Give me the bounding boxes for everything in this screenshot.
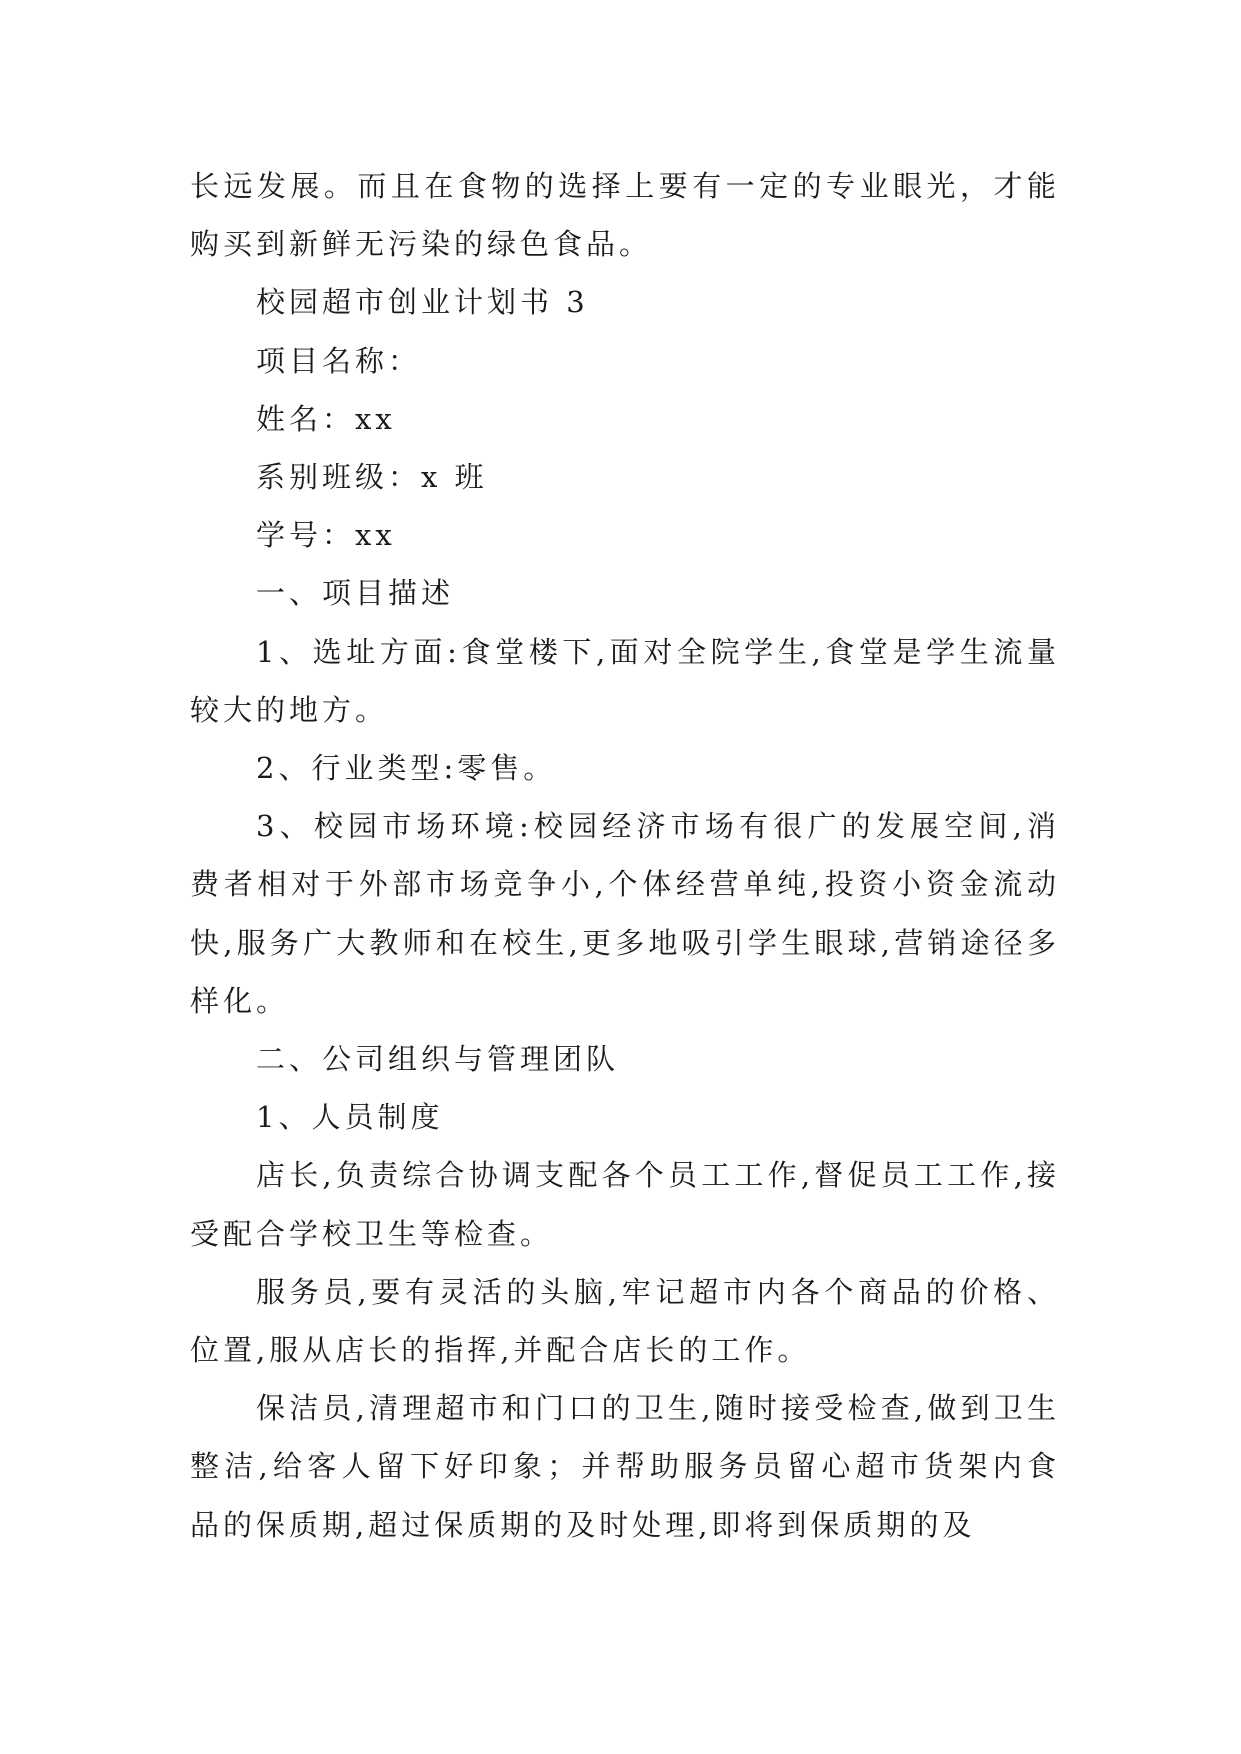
document-page bbox=[190, 157, 1060, 1554]
section-title: 校园超市创业计划书 3 bbox=[256, 285, 589, 320]
paragraph-location: 1、选址方面:食堂楼下,面对全院学生,食堂是学生流量较大的地方。 bbox=[190, 634, 1060, 727]
name-line: 姓名：xx bbox=[256, 401, 396, 436]
student-id-line: 学号：xx bbox=[256, 518, 396, 553]
heading-project-description: 一、项目描述 bbox=[256, 576, 455, 611]
heading-staff-system: 1、人员制度 bbox=[256, 1100, 444, 1135]
paragraph-industry-type: 2、行业类型:零售。 bbox=[256, 751, 557, 786]
project-name-line: 项目名称： bbox=[256, 343, 422, 378]
paragraph-service-staff: 服务员,要有灵活的头脑,牢记超市内各个商品的价格、位置,服从店长的指挥,并配合店长的工作。 bbox=[190, 1274, 1060, 1368]
class-line: 系别班级：x 班 bbox=[256, 460, 488, 495]
paragraph-market-environment: 3、校园市场环境:校园经济市场有很广的发展空间,消费者相对于外部市场竞争小,个体经营单纯,投资小资金流动快,服务广大教师和在校生,更多地吸引学生眼球,营销途径多样化。 bbox=[190, 809, 1060, 1018]
heading-organization: 二、公司组织与管理团队 bbox=[256, 1042, 620, 1077]
paragraph-continuation: 长远发展。而且在食物的选择上要有一定的专业眼光，才能购买到新鲜无污染的绿色食品。 bbox=[190, 169, 1060, 262]
paragraph-store-manager: 店长,负责综合协调支配各个员工工作,督促员工工作,接受配合学校卫生等检查。 bbox=[190, 1158, 1060, 1251]
paragraph-cleaner: 保洁员,清理超市和门口的卫生,随时接受检查,做到卫生整洁,给客人留下好印象；并帮助服务员留心超市货架内食品的保质期,超过保质期的及时处理,即将到保质期的及 bbox=[190, 1391, 1060, 1542]
